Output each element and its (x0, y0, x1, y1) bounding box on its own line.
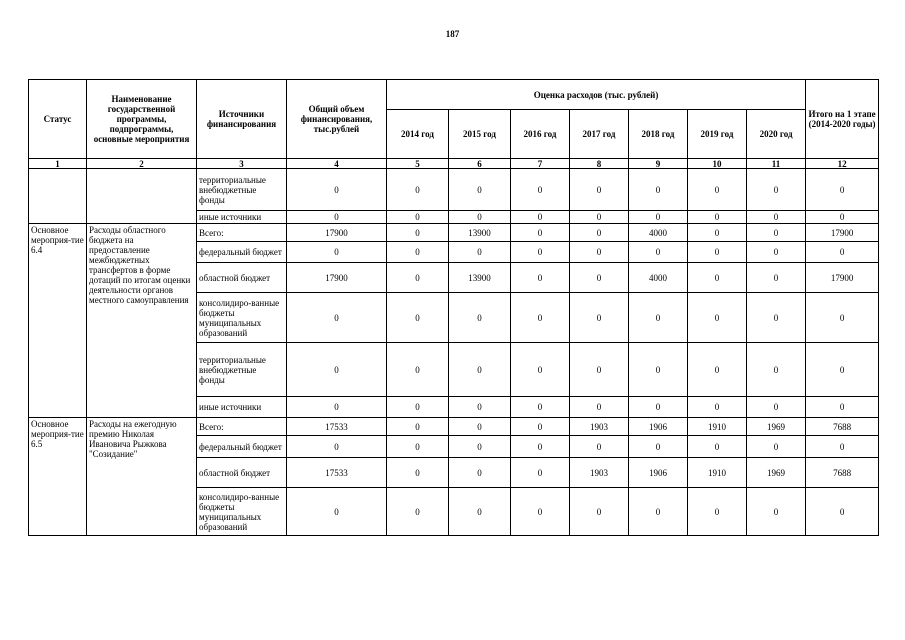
value-cell: 0 (387, 169, 449, 211)
header-year: 2018 год (629, 110, 688, 159)
value-cell: 0 (570, 397, 629, 418)
value-cell: 0 (570, 436, 629, 458)
value-cell: 0 (688, 263, 747, 293)
value-cell: 0 (629, 397, 688, 418)
value-cell: 1906 (629, 458, 688, 488)
value-cell: 4000 (629, 224, 688, 242)
value-cell: 0 (449, 343, 511, 397)
value-cell: 0 (511, 224, 570, 242)
value-cell: 0 (387, 436, 449, 458)
value-cell: 0 (629, 211, 688, 224)
column-number: 3 (197, 159, 287, 169)
value-cell: 0 (806, 169, 879, 211)
header-sources: Источники финансирования (197, 80, 287, 159)
value-cell: 17900 (806, 263, 879, 293)
value-cell: 1969 (747, 418, 806, 436)
header-year: 2014 год (387, 110, 449, 159)
value-cell: 0 (449, 169, 511, 211)
column-number: 12 (806, 159, 879, 169)
total-volume-cell: 17900 (287, 263, 387, 293)
value-cell: 4000 (629, 263, 688, 293)
value-cell: 0 (387, 211, 449, 224)
value-cell: 1903 (570, 418, 629, 436)
source-cell: территориальные внебюджетные фонды (197, 169, 287, 211)
value-cell: 0 (747, 211, 806, 224)
column-number: 11 (747, 159, 806, 169)
column-number: 1 (29, 159, 87, 169)
value-cell: 0 (570, 242, 629, 263)
value-cell: 0 (511, 343, 570, 397)
value-cell: 0 (449, 458, 511, 488)
column-number: 9 (629, 159, 688, 169)
value-cell: 0 (688, 436, 747, 458)
status-cell: Основное мероприя-тие 6.4 (29, 224, 87, 418)
source-cell: иные источники (197, 397, 287, 418)
column-number: 8 (570, 159, 629, 169)
value-cell: 0 (747, 242, 806, 263)
value-cell: 0 (747, 343, 806, 397)
value-cell: 0 (387, 488, 449, 536)
value-cell: 0 (570, 224, 629, 242)
header-stage-total: Итого на 1 этапе (2014-2020 годы) (806, 80, 879, 159)
total-volume-cell: 17533 (287, 458, 387, 488)
value-cell: 0 (449, 488, 511, 536)
value-cell: 0 (629, 436, 688, 458)
source-cell: областной бюджет (197, 263, 287, 293)
value-cell: 0 (449, 293, 511, 343)
status-cell: Основное мероприя-тие 6.5 (29, 418, 87, 536)
value-cell: 0 (688, 211, 747, 224)
total-volume-cell: 17533 (287, 418, 387, 436)
value-cell: 0 (511, 397, 570, 418)
column-number: 4 (287, 159, 387, 169)
value-cell: 0 (747, 169, 806, 211)
column-number: 7 (511, 159, 570, 169)
source-cell: федеральный бюджет (197, 242, 287, 263)
value-cell: 0 (511, 169, 570, 211)
header-year: 2016 год (511, 110, 570, 159)
total-volume-cell: 0 (287, 211, 387, 224)
value-cell: 1903 (570, 458, 629, 488)
value-cell: 0 (688, 242, 747, 263)
value-cell: 0 (629, 242, 688, 263)
table-row (29, 169, 879, 211)
total-volume-cell: 0 (287, 488, 387, 536)
value-cell: 0 (747, 397, 806, 418)
value-cell: 0 (747, 224, 806, 242)
source-cell: территориальные внебюджетные фонды (197, 343, 287, 397)
table-row (29, 224, 879, 242)
value-cell: 13900 (449, 224, 511, 242)
column-number: 10 (688, 159, 747, 169)
value-cell: 0 (449, 436, 511, 458)
header-year: 2020 год (747, 110, 806, 159)
value-cell: 0 (570, 343, 629, 397)
value-cell: 0 (688, 343, 747, 397)
table-row (29, 418, 879, 436)
header-total-volume: Общий объем финансирования, тыс.рублей (287, 80, 387, 159)
value-cell: 0 (449, 211, 511, 224)
header-expense-estimate: Оценка расходов (тыс. рублей) (387, 80, 806, 110)
value-cell: 0 (449, 242, 511, 263)
value-cell: 0 (629, 488, 688, 536)
value-cell: 0 (688, 397, 747, 418)
column-number: 2 (87, 159, 197, 169)
value-cell: 0 (688, 169, 747, 211)
value-cell: 0 (387, 418, 449, 436)
value-cell: 0 (511, 418, 570, 436)
value-cell: 0 (570, 488, 629, 536)
total-volume-cell: 0 (287, 436, 387, 458)
value-cell: 7688 (806, 458, 879, 488)
value-cell: 0 (511, 211, 570, 224)
value-cell: 0 (629, 293, 688, 343)
value-cell: 0 (747, 263, 806, 293)
header-year: 2019 год (688, 110, 747, 159)
value-cell: 0 (629, 343, 688, 397)
source-cell: областной бюджет (197, 458, 287, 488)
header-program-name: Наименование государственной программы, подпрограммы, основные мероприятия (87, 80, 197, 159)
value-cell: 0 (511, 458, 570, 488)
value-cell: 0 (806, 436, 879, 458)
total-volume-cell: 0 (287, 397, 387, 418)
total-volume-cell: 0 (287, 169, 387, 211)
value-cell: 0 (511, 263, 570, 293)
value-cell: 0 (688, 293, 747, 343)
value-cell: 0 (806, 488, 879, 536)
total-volume-cell: 17900 (287, 224, 387, 242)
program-name-cell: Расходы на ежегодную премию Николая Ивановича Рыжкова "Созидание" (87, 418, 197, 536)
page-number: 187 (445, 29, 460, 39)
source-cell: федеральный бюджет (197, 436, 287, 458)
financing-table (28, 79, 879, 536)
status-cell (29, 169, 87, 224)
value-cell: 0 (747, 488, 806, 536)
value-cell: 0 (511, 436, 570, 458)
column-number: 5 (387, 159, 449, 169)
program-name-cell (87, 169, 197, 224)
value-cell: 7688 (806, 418, 879, 436)
value-cell: 0 (387, 293, 449, 343)
value-cell: 0 (570, 211, 629, 224)
value-cell: 1906 (629, 418, 688, 436)
value-cell: 0 (387, 397, 449, 418)
value-cell: 0 (387, 343, 449, 397)
value-cell: 0 (449, 418, 511, 436)
value-cell: 0 (747, 293, 806, 343)
value-cell: 0 (806, 293, 879, 343)
total-volume-cell: 0 (287, 293, 387, 343)
value-cell: 0 (511, 488, 570, 536)
source-cell: иные источники (197, 211, 287, 224)
total-volume-cell: 0 (287, 242, 387, 263)
value-cell: 0 (747, 436, 806, 458)
value-cell: 0 (449, 397, 511, 418)
value-cell: 1969 (747, 458, 806, 488)
value-cell: 13900 (449, 263, 511, 293)
total-volume-cell: 0 (287, 343, 387, 397)
column-number: 6 (449, 159, 511, 169)
value-cell: 0 (387, 458, 449, 488)
header-status: Статус (29, 80, 87, 159)
value-cell: 1910 (688, 418, 747, 436)
value-cell: 0 (806, 211, 879, 224)
value-cell: 0 (806, 343, 879, 397)
header-year: 2015 год (449, 110, 511, 159)
value-cell: 0 (570, 263, 629, 293)
value-cell: 0 (688, 224, 747, 242)
program-name-cell: Расходы областного бюджета на предоставление межбюджетных трансфертов в форме дотаций по итогам оценки деятельности органов местного самоуправления (87, 224, 197, 418)
source-cell: консолидиро-ванные бюджеты муниципальных образований (197, 293, 287, 343)
value-cell: 0 (806, 397, 879, 418)
source-cell: Всего: (197, 224, 287, 242)
value-cell: 0 (570, 169, 629, 211)
value-cell: 17900 (806, 224, 879, 242)
value-cell: 0 (511, 242, 570, 263)
value-cell: 0 (806, 242, 879, 263)
value-cell: 1910 (688, 458, 747, 488)
source-cell: консолидиро-ванные бюджеты муниципальных образований (197, 488, 287, 536)
value-cell: 0 (387, 224, 449, 242)
value-cell: 0 (387, 263, 449, 293)
value-cell: 0 (688, 488, 747, 536)
value-cell: 0 (629, 169, 688, 211)
value-cell: 0 (387, 242, 449, 263)
source-cell: Всего: (197, 418, 287, 436)
value-cell: 0 (570, 293, 629, 343)
header-year: 2017 год (570, 110, 629, 159)
value-cell: 0 (511, 293, 570, 343)
